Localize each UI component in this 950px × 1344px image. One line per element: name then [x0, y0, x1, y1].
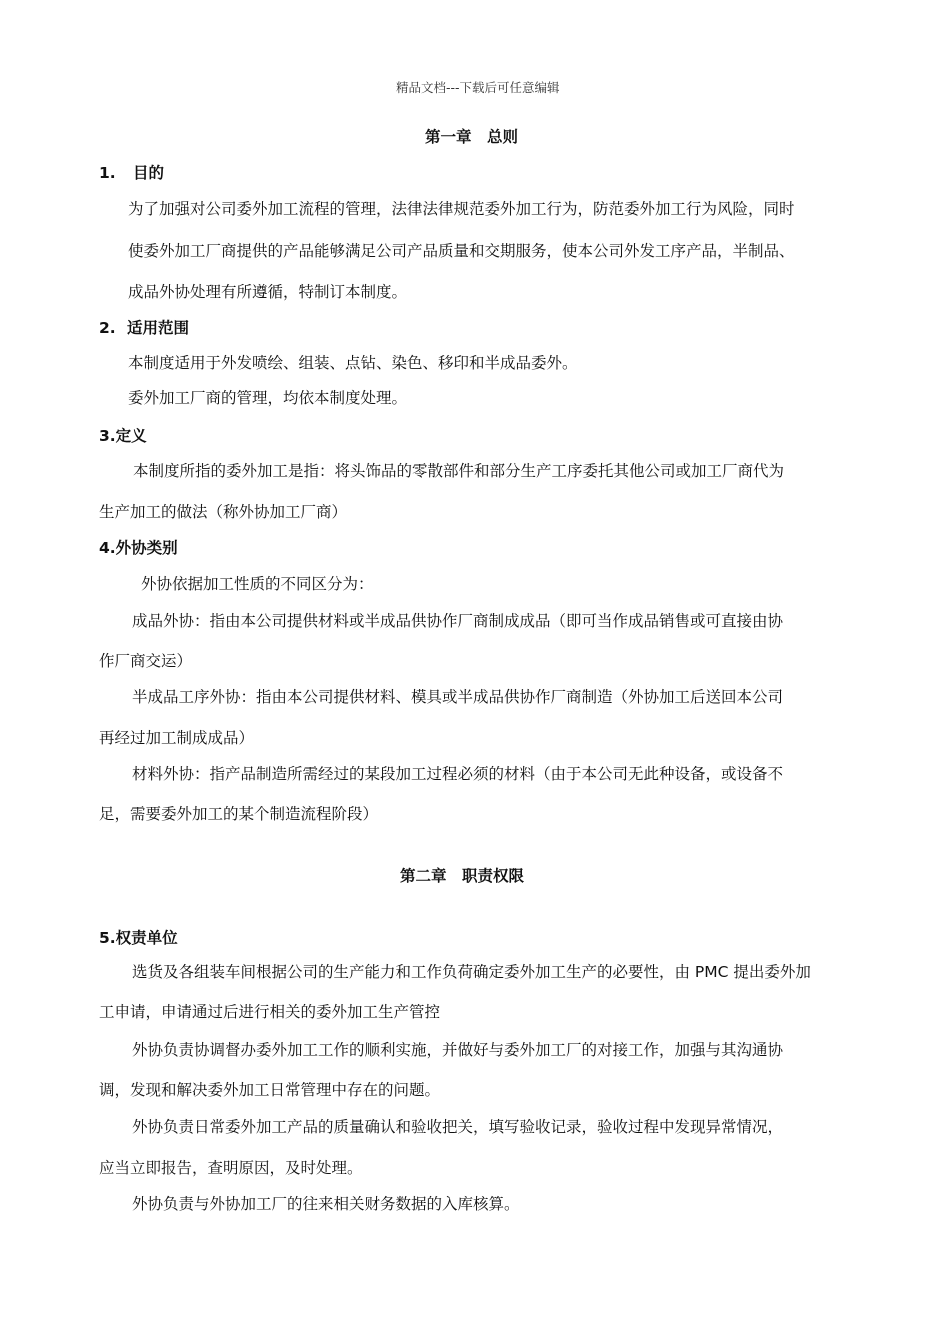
section-5-line: 外协负责与外协加工厂的往来相关财务数据的入库核算。: [132, 1195, 520, 1213]
section-2-number: 2.: [99, 319, 116, 337]
section-5-line: 选货及各组装车间根据公司的生产能力和工作负荷确定委外加工生产的必要性，由 PMC 提出委外加: [132, 963, 811, 981]
section-5-line: 外协负责协调督办委外加工工作的顺利实施，并做好与委外加工厂的对接工作，加强与其沟通协: [132, 1041, 784, 1059]
section-4-line: 成品外协：指由本公司提供材料或半成品供协作厂商制成成品（即可当作成品销售或可直接由协: [132, 612, 784, 630]
section-5-line: 外协负责日常委外加工产品的质量确认和验收把关，填写验收记录，验收过程中发现异常情况，: [132, 1118, 784, 1136]
section-4-line: 外协依据加工性质的不同区分为：: [141, 575, 374, 593]
section-3-line: 生产加工的做法（称外协加工厂商）: [99, 503, 348, 521]
section-5-heading: 5.权责单位: [99, 929, 178, 947]
section-1-line: 使委外加工厂商提供的产品能够满足公司产品质量和交期服务，使本公司外发工序产品，半制品、: [128, 242, 795, 260]
section-2-line: 本制度适用于外发喷绘、组装、点钻、染色、移印和半成品委外。: [128, 354, 578, 372]
section-1-title: 目的: [133, 164, 165, 182]
page-header: 精品文档---下载后可任意编辑: [396, 80, 560, 95]
section-1-line: 为了加强对公司委外加工流程的管理，法律法律规范委外加工行为，防范委外加工行为风险，同时: [128, 200, 795, 218]
section-4-line: 材料外协：指产品制造所需经过的某段加工过程必须的材料（由于本公司无此种设备，或设备不: [132, 765, 784, 783]
section-4-line: 作厂商交运）: [99, 652, 193, 670]
section-5-line: 调，发现和解决委外加工日常管理中存在的问题。: [99, 1081, 441, 1099]
section-5-line: 工申请，申请通过后进行相关的委外加工生产管控: [99, 1003, 441, 1021]
chapter-2-title: 第二章 职责权限: [400, 867, 525, 885]
section-5-line: 应当立即报告，查明原因，及时处理。: [99, 1159, 363, 1177]
section-4-line: 足，需要委外加工的某个制造流程阶段）: [99, 805, 379, 823]
chapter-1-title: 第一章 总则: [425, 128, 519, 146]
section-1-heading: [99, 162, 164, 184]
section-4-heading: 4.外协类别: [99, 539, 178, 557]
section-4-line: 再经过加工制成成品）: [99, 729, 255, 747]
section-2-line: 委外加工厂商的管理，均依本制度处理。: [128, 389, 408, 407]
section-1-line: 成品外协处理有所遵循，特制订本制度。: [128, 283, 408, 301]
section-3-line: 本制度所指的委外加工是指：将头饰品的零散部件和部分生产工序委托其他公司或加工厂商代为: [133, 462, 785, 480]
section-2-title: 适用范围: [127, 319, 190, 337]
section-2-heading: [99, 317, 189, 339]
section-1-number: 1.: [99, 164, 116, 182]
section-4-line: 半成品工序外协：指由本公司提供材料、模具或半成品供协作厂商制造（外协加工后送回本公司: [132, 688, 784, 706]
section-3-heading: 3.定义: [99, 427, 147, 445]
